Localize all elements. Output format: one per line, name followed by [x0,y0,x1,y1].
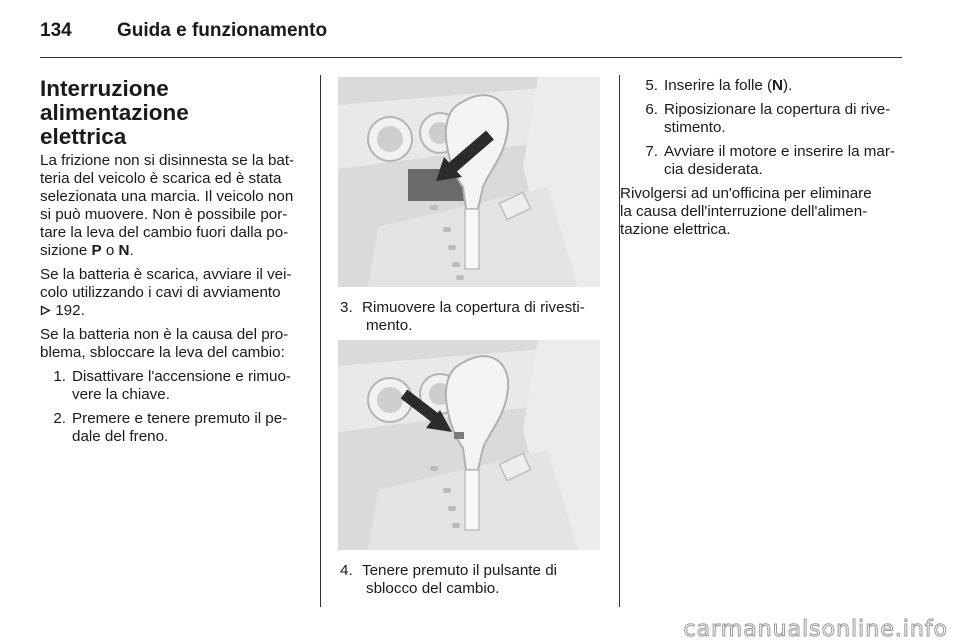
paragraph-jump-start: Se la batteria è scarica, avviare il vei- colo utilizzando i cavi di avviamento 192. [40,266,292,319]
header-rule [40,57,902,58]
step-4-caption: 4. Tenere premuto il pulsante di sblocco del cambio. [340,562,558,597]
gear-n-label: N [118,242,130,259]
page-reference-icon [40,305,51,316]
left-column [40,77,310,452]
steps-list-right [640,77,902,179]
gear-n-label: N [772,77,784,94]
paragraph-battery-clutch: La frizione non si disinnesta se la bat- teria del veicolo è scarica ed è stata selezionata una marcia. Il veicolo non si può muovere. Non è possibile por- tare la leva del cambio fuori dalla po- sizione P o N. [40,152,295,259]
step-item: 5. Inserire la folle (N). [645,77,793,94]
shift-unlock-button-illustration [338,340,600,550]
step-item: 7. Avviare il motore e inserire la mar- cia desiderata. [645,143,895,178]
right-column [622,77,902,245]
page-reference-link[interactable]: 192. [40,302,85,319]
chapter-title: Guida e funzionamento [117,20,328,41]
paragraph-unlock-lever: Se la batteria non è la causa del pro- blema, sbloccare la leva del cambio: [40,326,289,361]
step-3-caption: 3. Rimuovere la copertura di rivesti- mento. [340,299,585,334]
step-item: 1. Disattivare l'accensione e rimuo- vere la chiave. [53,368,291,403]
page-number: 134 [40,20,72,41]
gear-lever-trim-illustration [338,77,600,287]
column-divider-2 [619,75,620,607]
step-item: 2. Premere e tenere premuto il pe- dale del freno. [53,410,288,445]
column-divider-1 [320,75,321,607]
steps-list-left [48,368,310,446]
paragraph-workshop: Rivolgersi ad un'officina per eliminare la causa dell'interruzione dell'alimen- tazione elettrica. [620,185,872,238]
step-item: 6. Riposizionare la copertura di rive- stimento. [645,101,891,136]
section-title: Interruzione alimentazione elettrica [40,76,189,149]
watermark: carmanualsonline.info [683,617,948,642]
gear-p-label: P [91,242,102,259]
